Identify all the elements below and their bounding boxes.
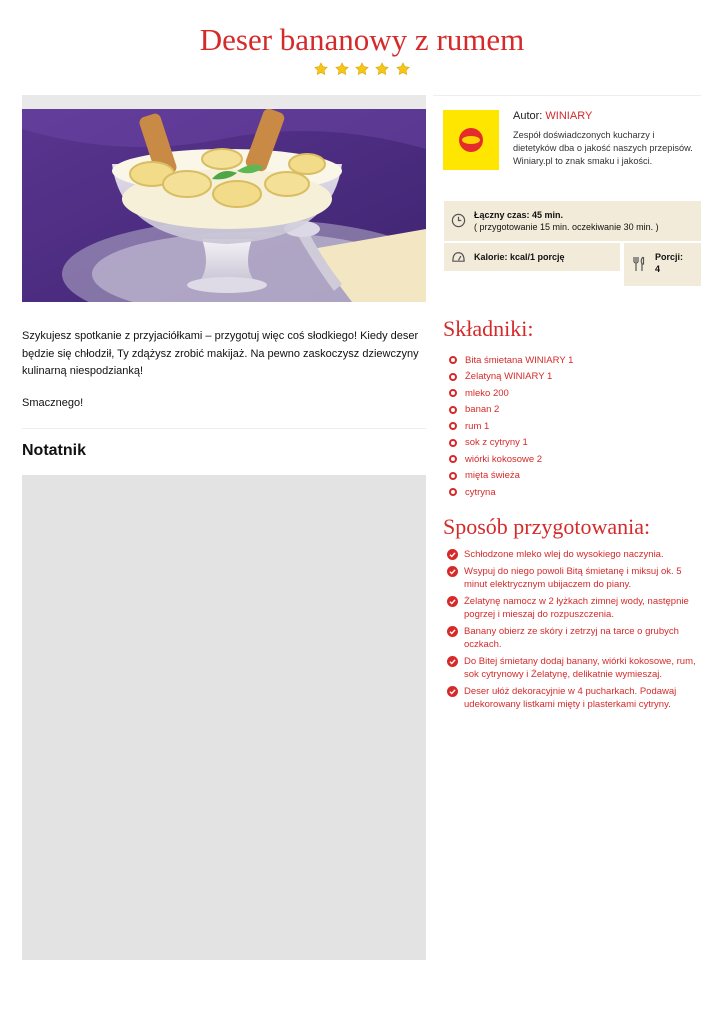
bullet-icon [449,422,457,430]
ingredient-item[interactable]: mięta świeża [449,468,573,485]
dessert-illustration [22,109,426,302]
cutlery-icon [632,256,646,272]
check-circle-icon [447,686,458,697]
total-time-label: Łączny czas: 45 min. [474,210,564,220]
time-detail: ( przygotowanie 15 min. oczekiwanie 30 min. ) [474,222,659,232]
recipe-intro [22,328,424,412]
ingredient-item[interactable]: Żelatyną WINIARY 1 [449,369,573,386]
ingredient-item[interactable]: sok z cytryny 1 [449,435,573,452]
notes-area[interactable] [22,475,426,960]
bullet-icon [449,356,457,364]
author-line [513,110,592,122]
intro-paragraph: Szykujesz spotkanie z przyjaciółkami – przygotuj więc coś słodkiego! Kiedy deser będzie się chłodził, Ty zdążysz zrobić makijaż. Na pewno zaskoczysz dziewczyny kulinarną niespodzianką! [22,330,419,377]
check-circle-icon [447,596,458,607]
calories-label: Kalorie: kcal/1 porcję [474,252,565,262]
check-circle-icon [447,549,458,560]
star-icon [335,62,349,76]
author-box [433,95,701,195]
portions-label: Porcji: [655,252,684,262]
ingredients-list [449,352,573,501]
method-step: Żelatynę namocz w 2 łyżkach zimnej wody, następnie pogrzej i mieszaj do rozpuszczenia. [447,595,701,621]
recipe-photo [22,109,426,302]
bullet-icon [449,439,457,447]
winiary-logo-icon [458,127,484,153]
ingredient-item[interactable]: Bita śmietana WINIARY 1 [449,352,573,369]
recipe-title: Deser bananowy z rumem [199,22,525,57]
bullet-icon [449,455,457,463]
author-description: Zespół doświadczonych kucharzy i dietetyków dba o jakość naszych przepisów. Winiary.pl to znak smaku i jakości. [513,130,693,166]
ingredient-item[interactable]: rum 1 [449,418,573,435]
method-steps [447,548,701,715]
star-icon [355,62,369,76]
method-step: Do Bitej śmietany dodaj banany, wiórki kokosowe, rum, sok cytrynowy i Żelatynę, delikatnie wymieszaj. [447,655,701,681]
method-title: Sposób przygotowania: [443,514,651,539]
star-icon [375,62,389,76]
recipe-photo-frame [22,95,426,302]
author-name-link[interactable]: WINIARY [545,110,593,122]
star-icon [396,62,410,76]
bullet-icon [449,472,457,480]
method-step: Schłodzone mleko wlej do wysokiego naczynia. [447,548,701,561]
total-time-box [444,201,701,241]
method-step: Deser ułóż dekoracyjnie w 4 pucharkach. Podawaj udekorowany listkami mięty i plasterkami cytryny. [447,685,701,711]
rating-stars [0,62,724,81]
portions-value: 4 [655,264,661,274]
calories-box [444,243,620,271]
ingredient-item[interactable]: wiórki kokosowe 2 [449,451,573,468]
winiary-logo [443,110,499,170]
ingredient-item[interactable]: cytryna [449,484,573,501]
ingredient-item[interactable]: mleko 200 [449,385,573,402]
portions-box [624,243,701,286]
bullet-icon [449,373,457,381]
bullet-icon [449,406,457,414]
clock-icon [451,213,466,228]
method-step: Wsypuj do niego powoli Bitą śmietanę i miksuj ok. 5 minut elektrycznym ubijaczem do piany. [447,565,701,591]
bullet-icon [449,488,457,496]
check-circle-icon [447,566,458,577]
check-circle-icon [447,656,458,667]
author-label: Autor: [513,110,543,122]
star-icon [314,62,328,76]
notes-title: Notatnik [22,442,86,459]
method-step: Banany obierz ze skóry i zetrzyj na tarce o grubych oczkach. [447,625,701,651]
ingredient-item[interactable]: banan 2 [449,402,573,419]
scale-icon [451,249,466,264]
bullet-icon [449,389,457,397]
intro-closing: Smacznego! [22,396,84,409]
check-circle-icon [447,626,458,637]
divider [22,428,426,429]
ingredients-title: Składniki: [443,316,534,341]
